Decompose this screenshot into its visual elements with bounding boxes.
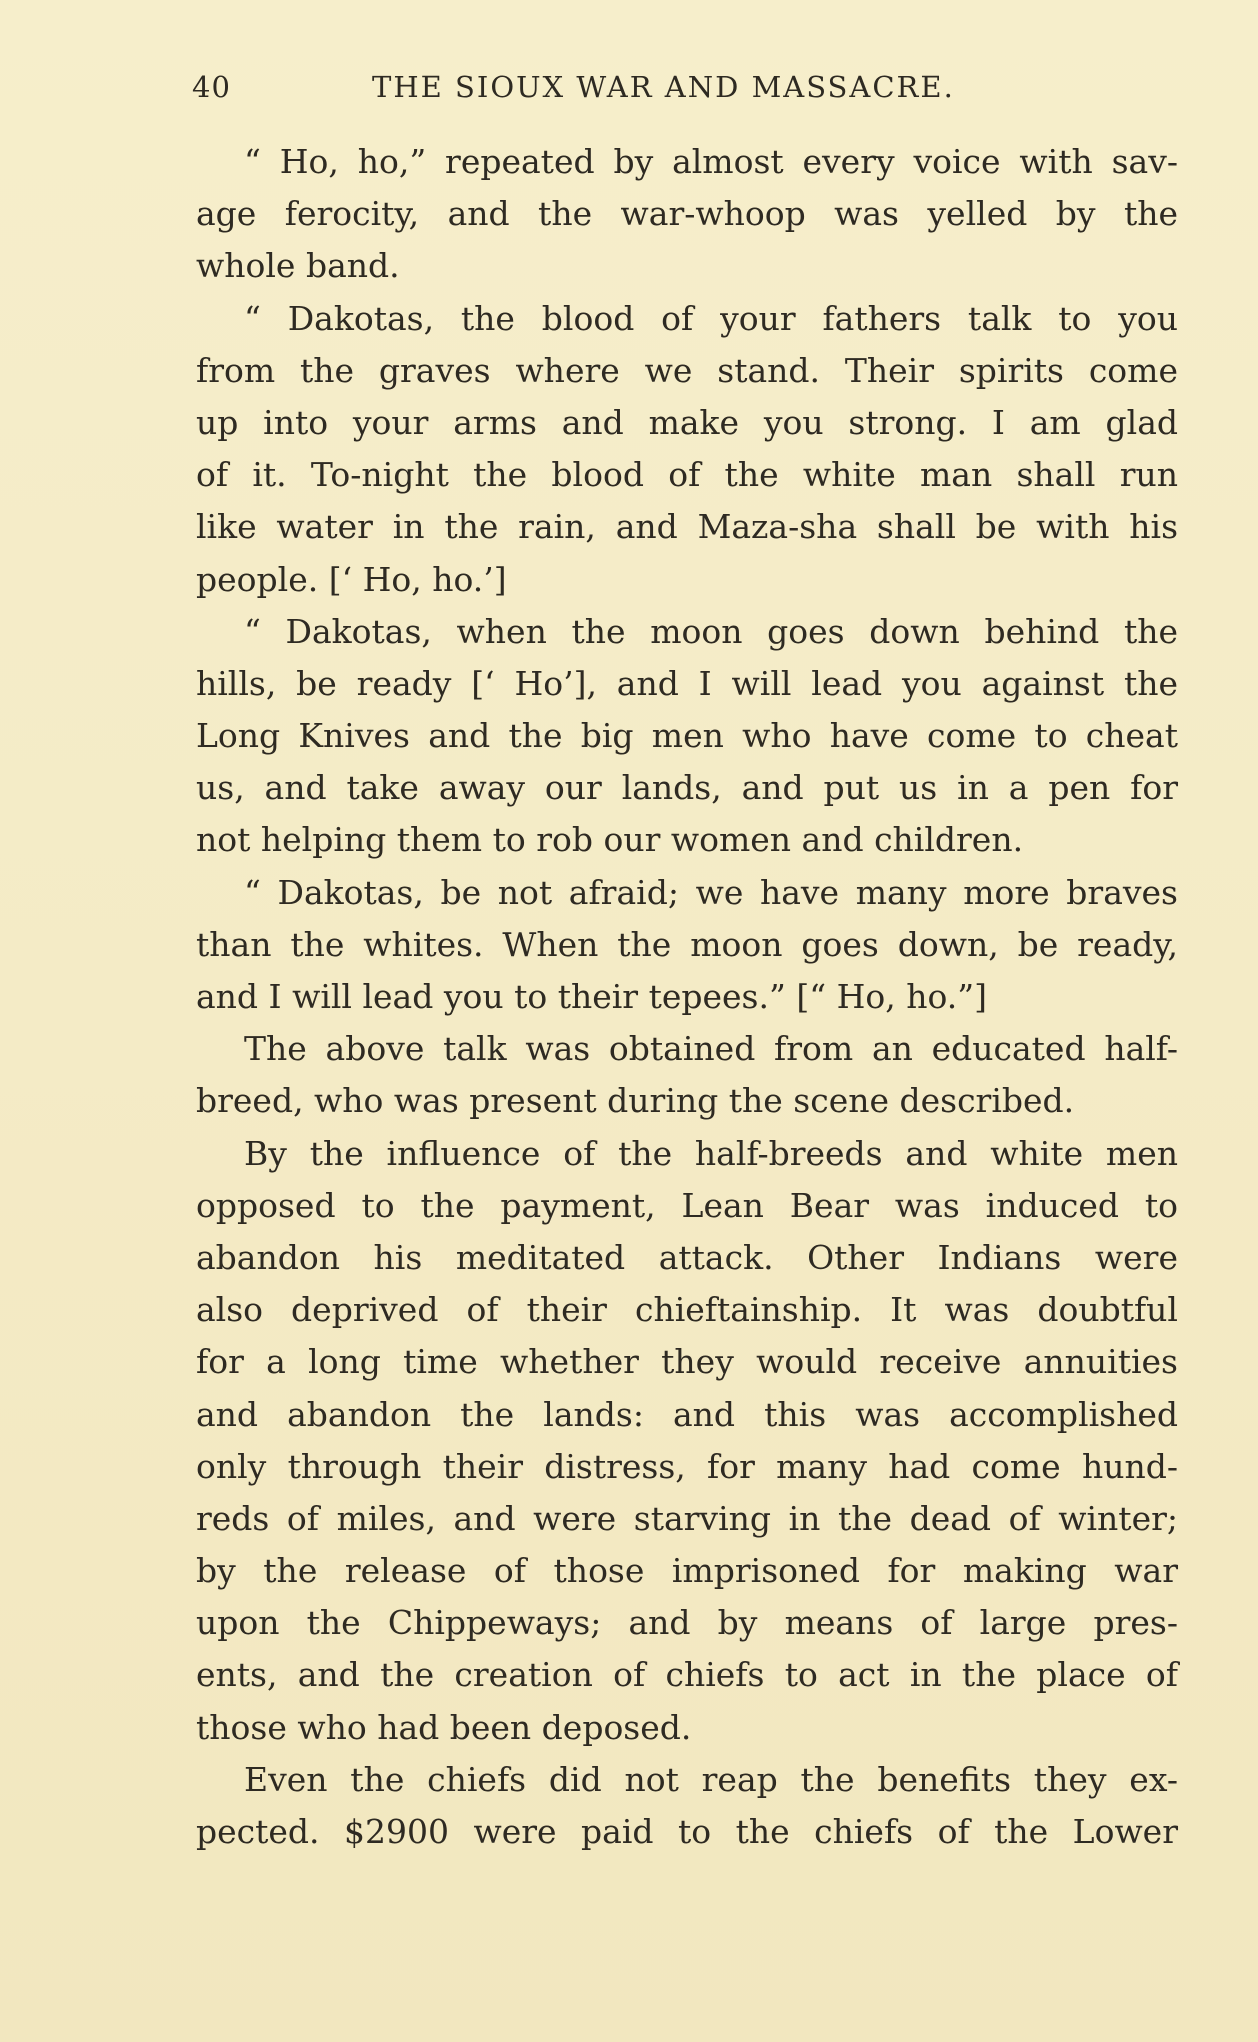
text-line: Even the chiefs did not reap the benefits they ex- [244, 1759, 1178, 1799]
text-line: “ Dakotas, when the moon goes down behind the [244, 611, 1178, 651]
text-line: The above talk was obtained from an educated half- [244, 1029, 1178, 1069]
text-line: and I will lead you to their tepees.” [“ Ho, ho.”] [196, 977, 987, 1016]
text-line: us, and take away our lands, and put us in a pen for [196, 768, 1178, 808]
text-line: up into your arms and make you strong. I am glad [196, 402, 1178, 442]
body-text [196, 136, 1178, 1858]
page-number: 40 [192, 70, 231, 104]
text-line: hills, be ready [‘ Ho’], and I will lead you against the [196, 663, 1178, 703]
text-line: breed, who was present during the scene described. [196, 1081, 1075, 1121]
text-line: opposed to the payment, Lean Bear was induced to [196, 1185, 1178, 1225]
text-line: “ Ho, ho,” repeated by almost every voice with sav- [244, 142, 1178, 181]
text-line: pected. $2900 were paid to the chiefs of the Lower [196, 1812, 1178, 1851]
text-line: “ Dakotas, be not afraid; we have many more braves [244, 872, 1178, 912]
text-line: reds of miles, and were starving in the dead of winter; [196, 1498, 1178, 1538]
text-line: people. [‘ Ho, ho.’] [196, 559, 507, 599]
text-line: ents, and the creation of chiefs to act in the place of [196, 1655, 1178, 1695]
text-line: and abandon the lands: and this was accomplished [196, 1394, 1178, 1434]
text-line: than the whites. When the moon goes down, be ready, [196, 924, 1178, 964]
text-line: abandon his meditated attack. Other Indians were [196, 1237, 1178, 1277]
text-line: by the release of those imprisoned for making war [196, 1551, 1178, 1591]
text-line: age ferocity, and the war-whoop was yelled by the [196, 194, 1178, 234]
text-line: those who had been deposed. [196, 1707, 692, 1747]
text-line: only through their distress, for many had come hund- [196, 1446, 1178, 1486]
text-line: not helping them to rob our women and children. [196, 820, 1024, 860]
text-line: for a long time whether they would receive annuities [196, 1342, 1178, 1382]
text-line: “ Dakotas, the blood of your fathers talk to you [244, 298, 1178, 338]
text-line: from the graves where we stand. Their spirits come [196, 350, 1178, 390]
text-line: Long Knives and the big men who have come to cheat [196, 716, 1178, 756]
text-line: of it. To-night the blood of the white man shall run [196, 455, 1178, 495]
text-line: like water in the rain, and Maza-sha shall be with his [196, 507, 1178, 547]
text-line: upon the Chippeways; and by means of large pres- [196, 1603, 1178, 1643]
text-line: also deprived of their chieftainship. It was doubtful [196, 1290, 1178, 1330]
text-line: whole band. [196, 246, 400, 286]
header-title: THE SIOUX WAR AND MASSACRE. [372, 70, 955, 104]
text-line: By the influence of the half-breeds and white men [244, 1133, 1178, 1173]
running-head [192, 64, 1182, 110]
